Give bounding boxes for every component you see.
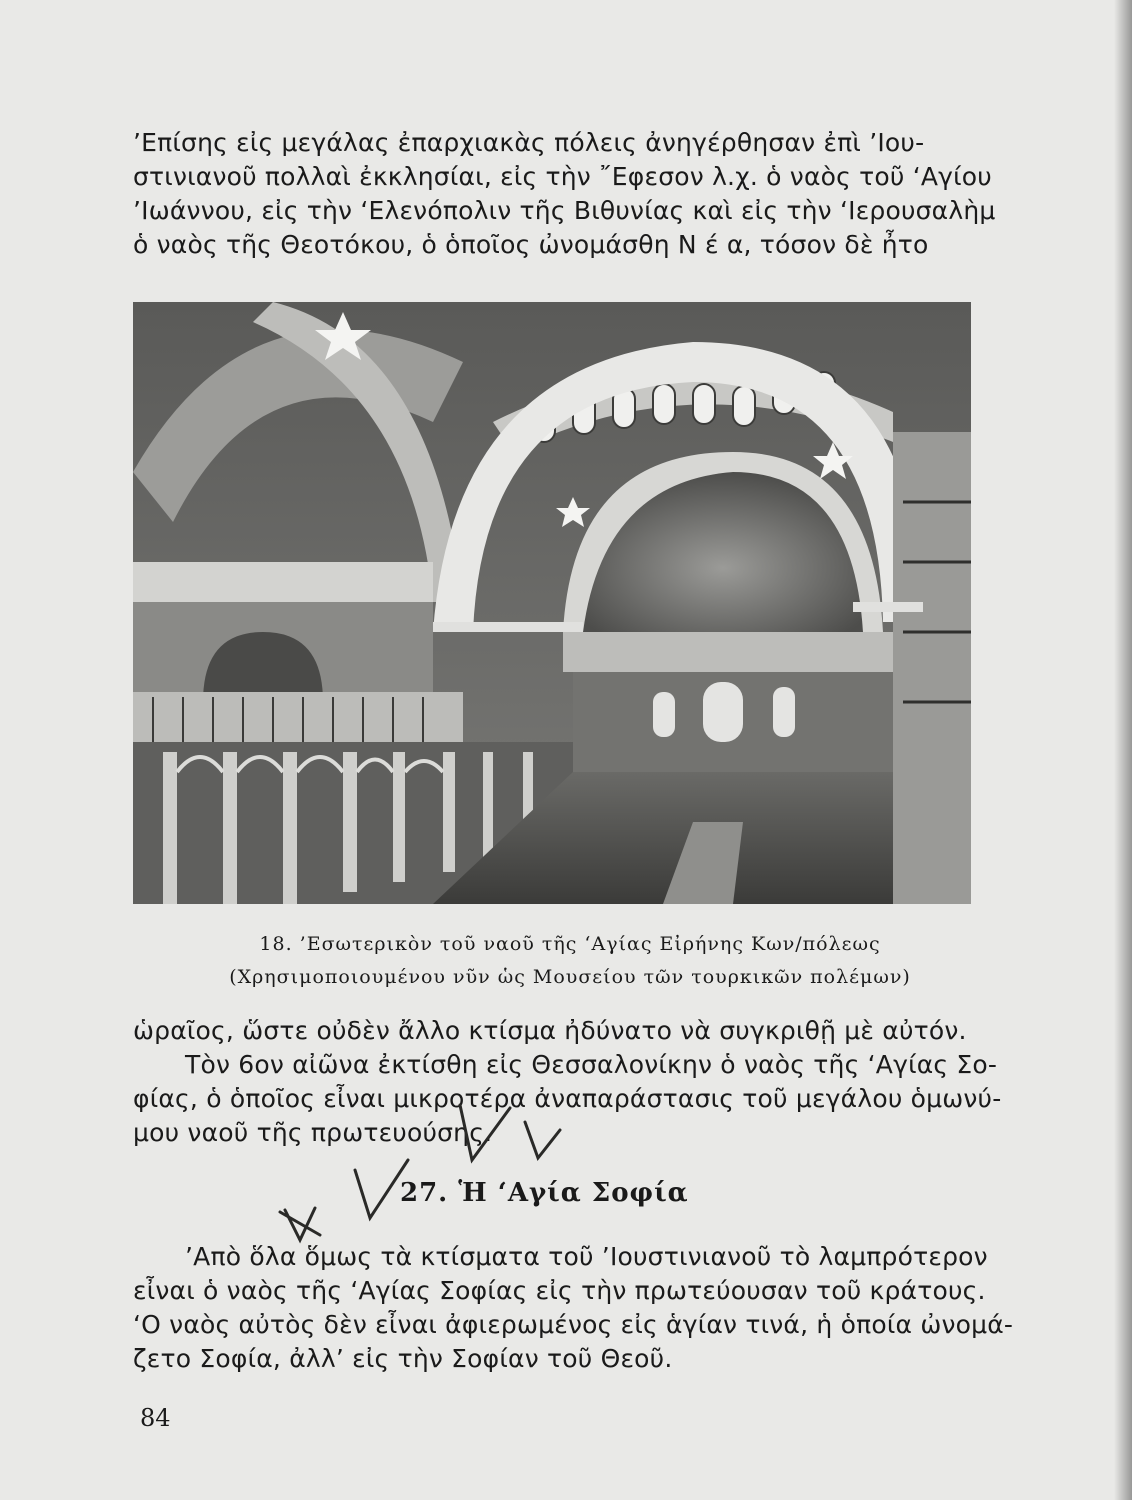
text-line: στινιανοῦ πολλαὶ ἐκκλησίαι, εἰς τὴν ῎Εφεσον λ.χ. ὁ ναὸς τοῦ ‘Αγίου — [133, 162, 992, 191]
paragraph-1 — [133, 126, 999, 262]
text-line: ὁ ναὸς τῆς Θεοτόκου, ὁ ὁποῖος ὠνομάσθη Ν έ α, τόσον δὲ ἦτο — [133, 230, 929, 259]
text-line: Τὸν 6ον αἰῶνα ἐκτίσθη εἰς Θεσσαλονίκην ὁ ναὸς τῆς ‘Αγίας Σο- — [185, 1050, 998, 1079]
paragraph-3 — [133, 1240, 1014, 1376]
text-line: ’Ιωάννου, εἰς τὴν ‘Ελενόπολιν τῆς Βιθυνίας καὶ εἰς τὴν ‘Ιερουσαλὴμ — [133, 196, 996, 225]
page-edge-shadow — [1114, 0, 1132, 1500]
text-line: ὡραῖος, ὥστε οὐδὲν ἄλλο κτίσμα ἠδύνατο νὰ συγκριθῇ μὲ αὐτόν. — [133, 1016, 967, 1045]
page-number: 84 — [140, 1404, 171, 1432]
paragraph-2 — [133, 1014, 1002, 1150]
text-line: εἶναι ὁ ναὸς τῆς ‘Αγίας Σοφίας εἰς τὴν πρωτεύουσαν τοῦ κράτους. — [133, 1276, 986, 1305]
text-line: ζετο Σοφία, ἀλλ’ εἰς τὴν Σοφίαν τοῦ Θεοῦ. — [133, 1344, 673, 1373]
text-line: ‘Ο ναὸς αὐτὸς δὲν εἶναι ἀφιερωμένος εἰς ἁγίαν τινά, ἡ ὁποία ὠνομά- — [133, 1310, 1014, 1339]
church-interior-photo — [133, 302, 971, 904]
section-heading: 27. Ἡ ‘Αγία Σοφία — [400, 1178, 689, 1208]
text-line-content: ’Επίσης εἰς μεγάλας ἐπαρχιακὰς πόλεις ἀνηγέρθησαν ἐπὶ ’Ιου- — [133, 128, 925, 157]
church-interior-illustration — [133, 302, 971, 904]
figure-caption-line-2: (Χρησιμοποιουμένου νῦν ὡς Μουσείου τῶν τουρκικῶν πολέμων) — [229, 966, 911, 988]
figure-caption-line-1: 18. ’Εσωτερικὸν τοῦ ναοῦ τῆς ‘Αγίας Εἰρήνης Κων/πόλεως — [259, 933, 881, 955]
text-line: φίας, ὁ ὁποῖος εἶναι μικροτέρα ἀναπαράστασις τοῦ μεγάλου ὁμωνύ- — [133, 1084, 1002, 1113]
text-line: μου ναοῦ τῆς πρωτευούσης. — [133, 1118, 493, 1147]
text-line — [133, 126, 999, 160]
text-line: ’Απὸ ὅλα ὅμως τὰ κτίσματα τοῦ ’Ιουστινιανοῦ τὸ λαμπρότερον — [185, 1242, 988, 1271]
